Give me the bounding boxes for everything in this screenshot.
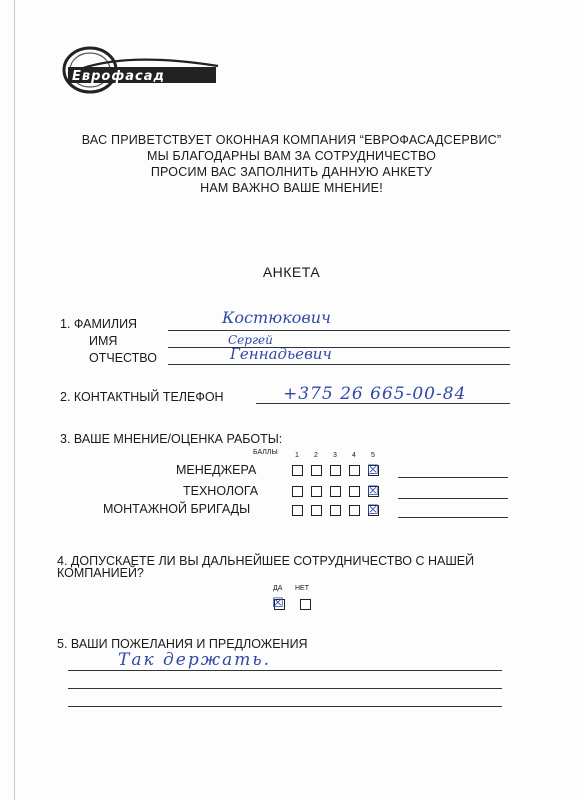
phone-label: 2. КОНТАКТНЫЙ ТЕЛЕФОН — [60, 390, 224, 404]
rating-technologist-4-checkbox[interactable] — [349, 486, 360, 497]
logo-text: Еврофасад — [72, 69, 165, 84]
rating-technologist-tick-icon: ☒ — [367, 484, 379, 499]
rating-installers-comment-line — [398, 517, 508, 518]
rating-row-manager-label: МЕНЕДЖЕРА — [176, 463, 257, 477]
logo-graphic — [58, 40, 228, 100]
greeting-line-3: ПРОСИМ ВАС ЗАПОЛНИТЬ ДАННУЮ АНКЕТУ — [150, 165, 433, 179]
patronymic-label: ОТЧЕСТВО — [89, 351, 157, 365]
rating-technologist-comment-line — [398, 498, 508, 499]
yes-tick-icon: ☒ — [272, 596, 284, 611]
scale-label: БАЛЛЫ — [253, 449, 278, 456]
scale-5: 5 — [371, 452, 375, 459]
page-edge-line — [14, 0, 15, 800]
scale-4: 4 — [352, 452, 356, 459]
cooperation-question-line-1: 4. ДОПУСКАЕТЕ ЛИ ВЫ ДАЛЬНЕЙШЕЕ СОТРУДНИЧЕСТВО С НАШЕЙ — [57, 554, 475, 568]
rating-installers-tick-icon: ☒ — [367, 503, 379, 518]
rating-technologist-1-checkbox[interactable] — [292, 486, 303, 497]
greeting-line-2: МЫ БЛАГОДАРНЫ ВАМ ЗА СОТРУДНИЧЕСТВО — [146, 149, 436, 163]
rating-manager-4-checkbox[interactable] — [349, 465, 360, 476]
greeting-line-1: ВАС ПРИВЕТСТВУЕТ ОКОННАЯ КОМПАНИЯ “ЕВРОФАСАДСЕРВИС” — [81, 133, 502, 147]
form-title: АНКЕТА — [262, 264, 321, 280]
phone-field[interactable]: +375 26 665-00-84 — [283, 384, 467, 404]
suggestions-line-3 — [68, 706, 502, 707]
name-label: ИМЯ — [89, 334, 118, 348]
rating-installers-2-checkbox[interactable] — [311, 505, 322, 516]
rating-installers-4-checkbox[interactable] — [349, 505, 360, 516]
rating-installers-3-checkbox[interactable] — [330, 505, 341, 516]
no-checkbox[interactable] — [300, 599, 311, 610]
suggestions-label: 5. ВАШИ ПОЖЕЛАНИЯ И ПРЕДЛОЖЕНИЯ — [57, 637, 308, 651]
rating-technologist-3-checkbox[interactable] — [330, 486, 341, 497]
rating-manager-tick-icon: ☒ — [367, 463, 379, 478]
name-underline — [168, 347, 510, 348]
surname-label: 1. ФАМИЛИЯ — [60, 317, 138, 331]
rating-manager-comment-line — [398, 477, 508, 478]
rating-manager-3-checkbox[interactable] — [330, 465, 341, 476]
rating-label: 3. ВАШЕ МНЕНИЕ/ОЦЕНКА РАБОТЫ: — [60, 432, 283, 446]
patronymic-field[interactable]: Геннадьевич — [230, 345, 332, 363]
rating-installers-1-checkbox[interactable] — [292, 505, 303, 516]
no-label: НЕТ — [295, 585, 309, 592]
rating-manager-2-checkbox[interactable] — [311, 465, 322, 476]
company-logo — [58, 40, 228, 100]
cooperation-question-line-2: КОМПАНИЕЙ? — [57, 566, 144, 580]
suggestions-field[interactable]: Так держать. — [118, 650, 271, 670]
greeting-line-4: НАМ ВАЖНО ВАШЕ МНЕНИЕ! — [200, 181, 383, 195]
scale-1: 1 — [295, 452, 299, 459]
scale-3: 3 — [333, 452, 337, 459]
suggestions-line-1 — [68, 670, 502, 671]
surname-underline — [168, 330, 510, 331]
yes-label: ДА — [273, 585, 283, 592]
rating-technologist-2-checkbox[interactable] — [311, 486, 322, 497]
rating-manager-1-checkbox[interactable] — [292, 465, 303, 476]
rating-row-technologist-label: ТЕХНОЛОГА — [183, 484, 259, 498]
name-field[interactable]: Сергей — [228, 333, 273, 347]
scale-2: 2 — [314, 452, 318, 459]
surname-field[interactable]: Костюкович — [222, 308, 331, 327]
rating-row-installers-label: МОНТАЖНОЙ БРИГАДЫ — [103, 502, 251, 516]
patronymic-underline — [168, 364, 510, 365]
suggestions-line-2 — [68, 688, 502, 689]
